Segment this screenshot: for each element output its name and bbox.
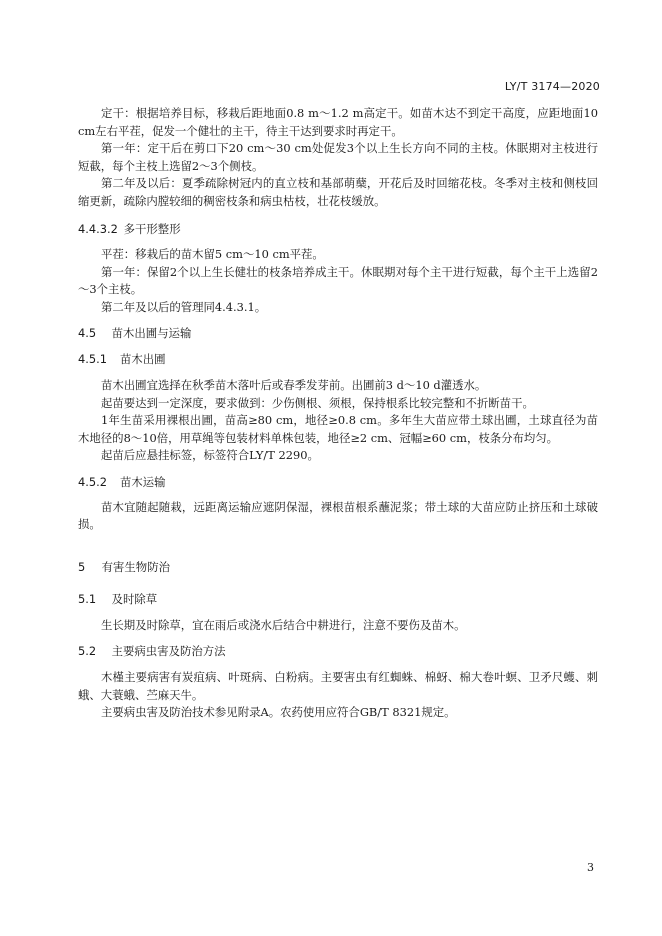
paragraph-transport: 苗木宜随起随栽，远距离运输应遮阴保湿，裸根苗根系蘸泥浆；带土球的大苗应防止挤压和土球破损。	[78, 499, 598, 531]
paragraph-first-year-multi: 第一年：保留2个以上生长健壮的枝条培养成主干。休眠期对每个主干进行短截，每个主干上选留2～3个主枝。	[78, 264, 598, 296]
heading-4-5-1	[78, 351, 598, 368]
standard-code: LY/T 3174—2020	[504, 80, 600, 93]
heading-5-2	[78, 643, 598, 660]
heading-number: 5.1	[78, 591, 97, 606]
heading-title: 苗木出圃	[120, 352, 166, 366]
heading-number: 4.5.2	[78, 474, 107, 489]
heading-4-4-3-2	[78, 221, 598, 238]
heading-title: 多干形整形	[123, 222, 181, 236]
document-body	[78, 105, 598, 722]
heading-4-5	[78, 325, 598, 342]
heading-title: 苗木出圃与运输	[111, 326, 192, 340]
heading-title: 及时除草	[111, 591, 158, 606]
heading-5	[78, 559, 598, 576]
heading-title: 主要病虫害及防治方法	[111, 644, 226, 658]
heading-number: 5	[78, 559, 86, 574]
paragraph-seedling-spec: 1年生苗采用裸根出圃，苗高≥80 cm，地径≥0.8 cm。多年生大苗应带土球出圃，土球直径为苗木地径的8～10倍，用草绳等包装材料单株包装，地径≥2 cm、冠幅≥60 cm，枝条分布均匀。	[78, 413, 598, 445]
heading-4-5-2	[78, 474, 598, 491]
paragraph-pests: 木槿主要病害有炭疽病、叶斑病、白粉病。主要害虫有红蜘蛛、棉蚜、棉大卷叶螟、卫矛尺蠖、刺蛾、大蓑蛾、苎麻天牛。	[78, 670, 598, 702]
paragraph-weeding: 生长期及时除草，宜在雨后或浇水后结合中耕进行，注意不要伤及苗木。	[101, 617, 466, 632]
paragraph-pingchai: 平茬：移栽后的苗木留5 cm～10 cm平茬。	[101, 247, 324, 261]
page-number: 3	[587, 861, 594, 874]
paragraph-second-year: 第二年及以后：夏季疏除树冠内的直立枝和基部萌蘖，开花后及时回缩花枝。冬季对主枝和侧枝回缩更新，疏除内膛较细的稠密枝条和病虫枯枝，壮花枝缓放。	[78, 176, 598, 208]
paragraph-label: 起苗后应悬挂标签，标签符合LY/T 2290。	[101, 448, 319, 462]
paragraph-appendix-ref: 主要病虫害及防治技术参见附录A。农药使用应符合GB/T 8321规定。	[101, 705, 456, 719]
paragraph-chupu-time: 苗木出圃宜选择在秋季苗木落叶后或春季发芽前。出圃前3 d～10 d灌透水。	[101, 378, 487, 392]
paragraph-first-year: 第一年：定干后在剪口下20 cm～30 cm处促发3个以上生长方向不同的主枝。休眠期对主枝进行短截，每个主枝上选留2～3个侧枝。	[78, 141, 598, 173]
heading-title: 有害生物防治	[101, 559, 170, 574]
paragraph-dinggan: 定干：根据培养目标，移栽后距地面0.8 m～1.2 m高定干。如苗木达不到定干高度，应距地面10 cm左右平茬，促发一个健壮的主干，待主干达到要求时再定干。	[78, 106, 598, 138]
heading-5-1	[78, 591, 598, 608]
heading-number: 5.2	[78, 644, 97, 658]
heading-number: 4.5.1	[78, 352, 107, 366]
heading-number: 4.5	[78, 326, 97, 340]
paragraph-qimiao-depth: 起苗要达到一定深度，要求做到：少伤侧根、须根，保持根系比较完整和不折断苗干。	[101, 395, 534, 410]
paragraph-second-year-multi: 第二年及以后的管理同4.4.3.1。	[101, 299, 267, 314]
heading-title: 苗木运输	[120, 474, 166, 489]
heading-number: 4.4.3.2	[78, 222, 118, 236]
